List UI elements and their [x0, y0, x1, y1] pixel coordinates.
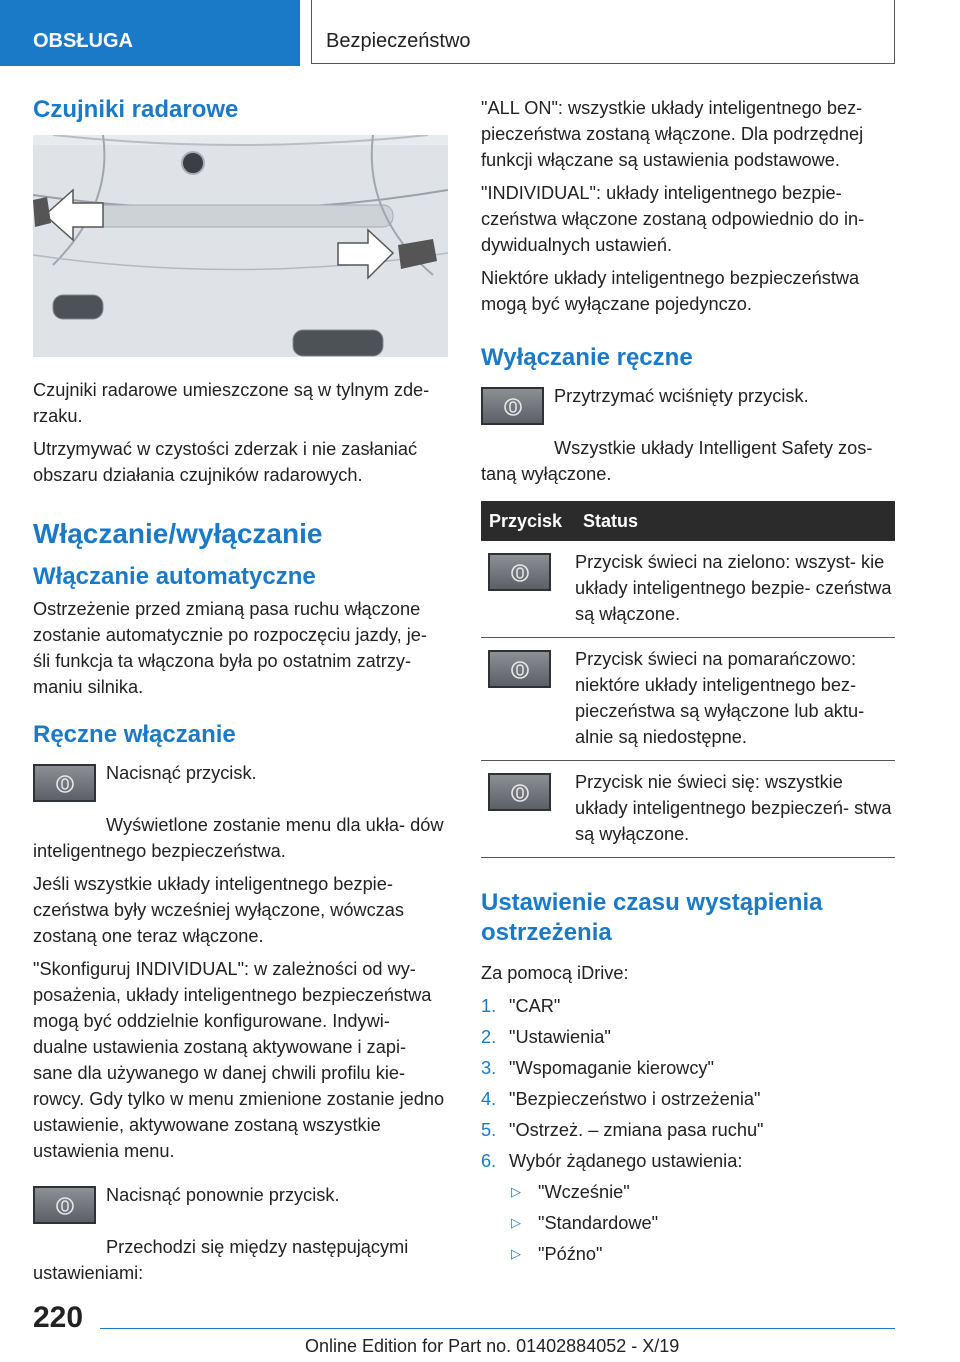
page-number: 220 — [33, 1301, 84, 1334]
sub-list-item: ▷ "Późno" — [481, 1241, 895, 1267]
all-on-text: "ALL ON": wszystkie układy inteligentnego bez- pieczeństwa zostaną włączone. Dla podrzędnej funkcji włączane są ustawienia podstawowe. — [481, 98, 864, 170]
list-item — [481, 1024, 895, 1050]
triangle-bullet-icon: ▷ — [511, 1215, 521, 1230]
intelligent-safety-button-icon — [488, 773, 551, 811]
radar-sensor-illustration — [33, 135, 448, 357]
list-item — [481, 993, 895, 1019]
table-header-button: Przycisk — [481, 501, 575, 541]
sub-list-item: ▷ "Standardowe" — [481, 1210, 895, 1236]
auto-heading: Włączanie automatyczne — [33, 563, 316, 590]
right-column — [481, 95, 895, 1272]
intelligent-safety-button-icon — [481, 387, 544, 425]
step-text: "Ustawienia" — [509, 1027, 611, 1047]
off-button-row — [481, 383, 895, 435]
radar-text-2: Utrzymywać w czystości zderzak i nie zasłaniać obszaru działania czujników radarowych. — [33, 439, 418, 485]
manual-text-3: Jeśli wszystkie układy inteligentnego bezpie- czeństwa były wcześniej wyłączone, wówczas zostaną one teraz włączone. — [33, 874, 404, 946]
list-item — [481, 1086, 895, 1112]
footer-edition: Online Edition for Part no. 01402884052 - X/19 — [305, 1336, 680, 1356]
manual-text-4: "Skonfiguruj INDIVIDUAL": w zależności od wy- posażenia, układy inteligentnego bezpieczeństwa mogą być oddzielnie konfigurowane. Indywi- dualne ustawienia zostaną aktywowane i zapi- sane dla używanego w danej chwili profilu kie- rowcy. Gdy tylko w menu zmienione zostanie jedno ustawienie, aktywowane zostaną wszystkie ustawienia menu. — [33, 959, 445, 1161]
radar-text-1: Czujniki radarowe umieszczone są w tylnym zde- rzaku. — [33, 380, 430, 426]
timing-heading: Ustawienie czasu wystąpienia ostrzeżenia — [481, 889, 823, 946]
step-number: 3. — [481, 1058, 497, 1078]
step-text: "Ostrzeż. – zmiana pasa ruchu" — [509, 1120, 764, 1140]
table-header-status: Status — [575, 501, 895, 541]
list-item — [481, 1055, 895, 1081]
steps-list — [481, 993, 895, 1174]
chapter-title: Bezpieczeństwo — [311, 0, 895, 64]
table-row — [481, 761, 895, 858]
table-header-row — [481, 501, 895, 541]
off-text-1: Przytrzymać wciśnięty przycisk. — [554, 386, 809, 406]
triangle-bullet-icon: ▷ — [511, 1184, 521, 1199]
step-number: 6. — [481, 1151, 497, 1171]
manual-button-row-2 — [33, 1182, 448, 1234]
manual-text-5: Nacisnąć ponownie przycisk. — [106, 1185, 340, 1205]
partial-off-text: Niektóre układy inteligentnego bezpieczeństwa mogą być wyłączane pojedynczo. — [481, 268, 860, 314]
step-number: 1. — [481, 996, 497, 1016]
step-text: "Wspomaganie kierowcy" — [509, 1058, 714, 1078]
step-number: 5. — [481, 1120, 497, 1140]
manual-text-1: Nacisnąć przycisk. — [106, 763, 257, 783]
step-text: "CAR" — [509, 996, 561, 1016]
list-item — [481, 1148, 895, 1174]
list-item — [481, 1117, 895, 1143]
button-status-table — [481, 501, 895, 858]
radar-heading: Czujniki radarowe — [33, 96, 239, 123]
off-text-2: Wszystkie układy Intelligent Safety zos- taną wyłączone. — [481, 438, 873, 484]
intelligent-safety-button-icon — [488, 650, 551, 688]
step-text: "Bezpieczeństwo i ostrzeżenia" — [509, 1089, 761, 1109]
status-cell: Przycisk nie świeci się: wszystkie układy inteligentnego bezpieczeń- stwa są wyłączone. — [575, 761, 895, 858]
sub-list-item: ▷ "Wcześnie" — [481, 1179, 895, 1205]
off-heading: Wyłączanie ręczne — [481, 344, 693, 371]
manual-button-row — [33, 760, 448, 812]
section-tab: OBSŁUGA — [0, 0, 300, 66]
timing-intro: Za pomocą iDrive: — [481, 963, 629, 983]
manual-text-2: Wyświetlone zostanie menu dla ukła- dów inteligentnego bezpieczeństwa. — [33, 815, 444, 861]
table-row — [481, 638, 895, 761]
intelligent-safety-button-icon — [33, 764, 96, 802]
manual-heading: Ręczne włączanie — [33, 721, 236, 748]
page-header — [0, 0, 960, 66]
step-number: 2. — [481, 1027, 497, 1047]
step-number: 4. — [481, 1089, 497, 1109]
step-text: Wybór żądanego ustawienia: — [509, 1151, 743, 1171]
footer-divider — [100, 1328, 895, 1329]
intelligent-safety-button-icon — [33, 1186, 96, 1224]
onoff-heading: Włączanie/wyłączanie — [33, 518, 323, 549]
intelligent-safety-button-icon — [488, 553, 551, 591]
status-cell: Przycisk świeci na zielono: wszyst- kie układy inteligentnego bezpie- czeństwa są włączone. — [575, 541, 895, 638]
status-cell: Przycisk świeci na pomarańczowo: niektóre układy inteligentnego bez- pieczeństwa są wyłączone lub aktu- alnie są niedostępne. — [575, 638, 895, 761]
triangle-bullet-icon: ▷ — [511, 1246, 521, 1261]
table-row — [481, 541, 895, 638]
manual-text-6: Przechodzi się między następującymi ustawieniami: — [33, 1237, 409, 1283]
auto-text: Ostrzeżenie przed zmianą pasa ruchu włączone zostanie automatycznie po rozpoczęciu jazdy, je- śli funkcja ta włączona była po ostatnim zatrzy- maniu silnika. — [33, 599, 427, 697]
left-column — [33, 95, 448, 1293]
individual-text: "INDIVIDUAL": układy inteligentnego bezpie- czeństwa włączone zostaną odpowiednio do in- dywidualnych ustawień. — [481, 183, 865, 255]
